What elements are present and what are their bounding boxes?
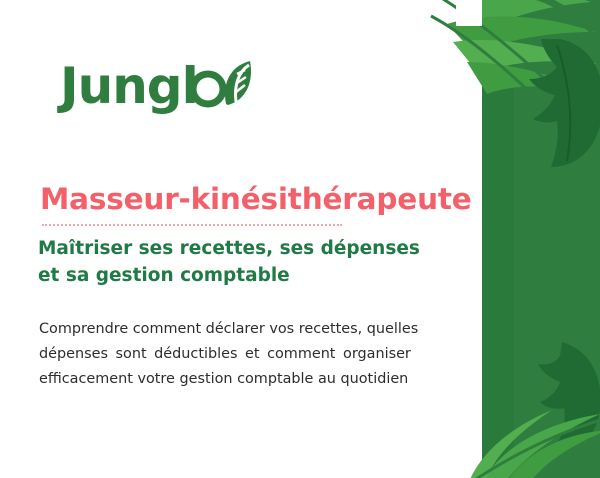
page-subtitle: [38, 236, 508, 290]
subtitle-line-2: et sa gestion comptable: [38, 264, 290, 286]
title-divider: [42, 224, 342, 226]
logo[interactable]: [60, 55, 254, 117]
body-line-1: Comprendre comment déclarer vos recettes, quelles: [39, 321, 419, 337]
page-title: Masseur-kinésithérapeute: [40, 182, 472, 216]
body-text: [39, 317, 489, 391]
logo-leaf-icon: [192, 58, 254, 114]
logo-wordmark: Jungl: [60, 57, 198, 115]
band-notch: [456, 0, 482, 26]
body-line-2: dépenses sont déductibles et comment organiser: [39, 345, 411, 362]
subtitle-line-1: Maîtriser ses recettes, ses dépenses: [38, 238, 420, 259]
body-line-3: efficacement votre gestion comptable au quotidien: [39, 370, 409, 387]
green-side-band-inner: [514, 0, 600, 478]
